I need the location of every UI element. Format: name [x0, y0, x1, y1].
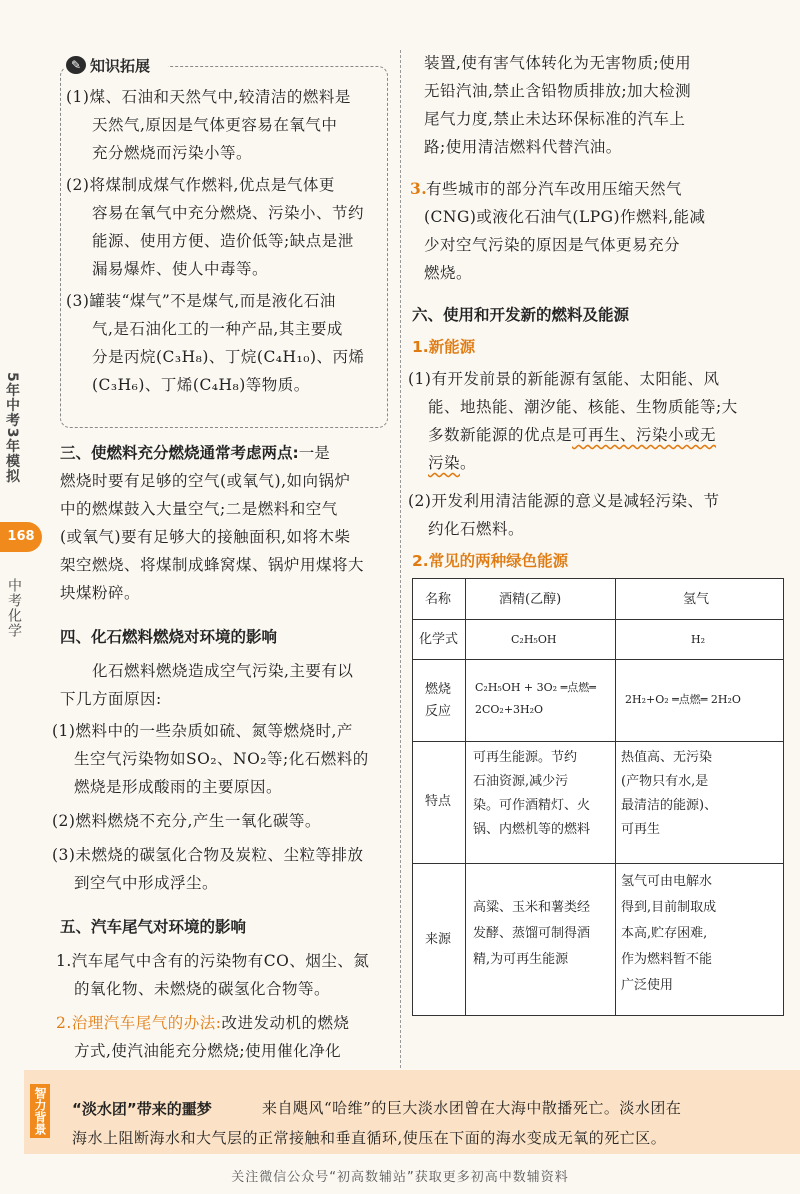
new-energy-line: 能、地热能、潮汐能、核能、生物质能等;大: [428, 398, 738, 416]
new-energy-line: (1)有开发前景的新能源有氢能、太阳能、风: [408, 370, 720, 388]
section-5-line: 1.汽车尾气中含有的污染物有CO、烟尘、氮: [56, 952, 370, 970]
table-rule: [413, 659, 783, 660]
section-5-title: 五、汽车尾气对环境的影响: [60, 918, 247, 936]
green-energy-title: 2.常见的两种绿色能源: [412, 552, 569, 570]
section-4-line: (1)燃料中的一些杂质如硫、氮等燃烧时,产: [52, 722, 353, 740]
section-4-title: 四、化石燃料燃烧对环境的影响: [60, 628, 278, 646]
kbox-line: 能源、使用方便、造价低等;缺点是泄: [92, 232, 354, 250]
section-4-line: (3)未燃烧的碳氢化合物及炭粒、尘粒等排放: [52, 846, 364, 864]
section-3-line: 架空燃烧、将煤制成蜂窝煤、锅炉用煤将大: [60, 556, 365, 574]
band-text: 来自飓风“哈维”的巨大淡水团曾在大海中散播死亡。淡水团在: [262, 1099, 682, 1117]
table-rule: [413, 741, 783, 742]
table-cell: (产物只有水,是: [621, 774, 709, 789]
section-4-line: 化石燃料燃烧造成空气污染,主要有以: [92, 662, 354, 680]
table-cell: 发酵、蒸馏可制得酒: [473, 926, 591, 941]
band-text: 海水上阻断海水和大气层的正常接触和垂直循环,使压在下面的海水变成无氧的死亡区。: [72, 1129, 667, 1147]
section-6-title: 六、使用和开发新的燃料及能源: [412, 306, 630, 324]
table-cell: 精,为可再生能源: [473, 952, 569, 967]
table-cell: H₂: [691, 633, 706, 646]
green-energy-table: [412, 578, 784, 1016]
new-energy-line: 污染。: [428, 454, 477, 472]
new-energy-line: (2)开发利用清洁能源的意义是减轻污染、节: [408, 492, 720, 510]
right-cont-line: 装置,使有害气体转化为无害物质;使用: [424, 54, 692, 72]
right-cont-line: 路;使用清洁燃料代替汽油。: [424, 138, 622, 156]
series-label: 5年中考3年模拟: [4, 372, 20, 484]
table-cell: 高粱、玉米和薯类经: [473, 900, 591, 915]
table-row-label: 特点: [425, 794, 452, 809]
band-tag: 智力背景: [30, 1084, 50, 1138]
footer-note: 关注微信公众号“初高数辅站”获取更多初高中数辅资料: [231, 1170, 569, 1185]
table-cell: 2H₂+O₂ ═点燃═ 2H₂O: [625, 693, 741, 706]
item-3-number: 3.: [410, 179, 428, 198]
table-cell: 得到,目前制取成: [621, 900, 717, 915]
table-header: 酒精(乙醇): [499, 592, 562, 607]
table-cell: 染。可作酒精灯、火: [473, 798, 591, 813]
item-3-line: 少对空气污染的原因是气体更易充分: [424, 236, 681, 254]
section-4-line: 下几方面原因:: [60, 690, 162, 708]
section-5-line: 方式,使汽油能充分燃烧;使用催化净化: [74, 1042, 342, 1060]
kbox-line: (C₃H₆)、丁烯(C₄H₈)等物质。: [92, 376, 310, 394]
kbox-line: (2)将煤制成煤气作燃料,优点是气体更: [66, 176, 335, 194]
section-4-line: 燃烧是形成酸雨的主要原因。: [74, 778, 283, 796]
new-energy-line: 约化石燃料。: [428, 520, 525, 538]
table-cell: 石油资源,减少污: [473, 774, 569, 789]
kbox-line: (1)煤、石油和天然气中,较清洁的燃料是: [66, 88, 351, 106]
section-5-line: 的氧化物、未燃烧的碳氢化合物等。: [74, 980, 331, 998]
section-3-line: 燃烧时要有足够的空气(或氧气),如向锅炉: [60, 472, 351, 490]
pencil-icon: ✎: [66, 56, 86, 74]
item-3-line: 燃烧。: [424, 264, 473, 282]
table-cell: 广泛使用: [621, 978, 674, 993]
table-cell: C₂H₅OH: [511, 633, 557, 646]
kbox-line: 天然气,原因是气体更容易在氧气中: [92, 116, 338, 134]
table-rule: [413, 863, 783, 864]
section-3-line: 中的燃煤鼓入大量空气;二是燃料和空气: [60, 500, 338, 518]
table-header: 氢气: [683, 592, 710, 607]
column-divider: [400, 50, 401, 1068]
knowledge-box-title: 知识拓展: [90, 57, 151, 75]
section-5-item-2: 2.治理汽车尾气的办法:改进发动机的燃烧: [56, 1014, 350, 1032]
table-row-label: 化学式: [419, 632, 459, 647]
section-4-line: (2)燃料燃烧不充分,产生一氧化碳等。: [52, 812, 321, 830]
table-cell: 最清洁的能源)、: [621, 798, 718, 813]
table-rule: [615, 579, 616, 1015]
table-cell: C₂H₅OH + 3O₂ ═点燃═: [475, 681, 596, 694]
table-cell: 可再生: [621, 822, 661, 837]
table-cell: 锅、内燃机等的燃料: [473, 822, 591, 837]
table-row-label: 燃烧反应: [425, 682, 452, 719]
table-header: 名称: [425, 592, 452, 607]
table-cell: 热值高、无污染: [621, 750, 713, 765]
section-3-title: 三、使燃料充分燃烧通常考虑两点:一是: [60, 444, 330, 462]
table-rule: [465, 579, 466, 1015]
right-cont-line: 无铅汽油,禁止含铅物质排放;加大检测: [424, 82, 692, 100]
item-3-line: (CNG)或液化石油气(LPG)作燃料,能减: [424, 208, 706, 226]
table-cell: 本高,贮存困难,: [621, 926, 708, 941]
table-cell: 作为燃料暂不能: [621, 952, 713, 967]
table-cell: 可再生能源。节约: [473, 750, 578, 765]
section-3-line: (或氧气)要有足够大的接触面积,如将木柴: [60, 528, 351, 546]
section-3-line: 块煤粉碎。: [60, 584, 141, 602]
kbox-line: 分是丙烷(C₃H₈)、丁烷(C₄H₁₀)、丙烯: [92, 348, 365, 366]
new-energy-title: 1.新能源: [412, 338, 476, 356]
item-3-line: 有些城市的部分汽车改用压缩天然气: [426, 180, 683, 198]
kbox-line: 漏易爆炸、使人中毒等。: [92, 260, 269, 278]
table-rule: [413, 619, 783, 620]
kbox-line: (3)罐装“煤气”不是煤气,而是液化石油: [66, 292, 336, 310]
kbox-line: 气,是石油化工的一种产品,其主要成: [92, 320, 343, 338]
subject-label: 中考化学: [6, 578, 22, 638]
page-number: 168: [0, 522, 42, 552]
kbox-line: 容易在氧气中充分燃烧、污染小、节约: [92, 204, 365, 222]
right-cont-line: 尾气力度,禁止未达环保标准的汽车上: [424, 110, 686, 128]
table-cell: 2CO₂+3H₂O: [475, 703, 544, 716]
table-row-label: 来源: [425, 932, 452, 947]
new-energy-line: 多数新能源的优点是可再生、污染小或无: [428, 426, 717, 444]
band-title: “淡水团”带来的噩梦: [72, 1100, 212, 1118]
table-cell: 氢气可由电解水: [621, 874, 713, 889]
kbox-line: 充分燃烧而污染小等。: [92, 144, 253, 162]
section-4-line: 生空气污染物如SO₂、NO₂等;化石燃料的: [74, 750, 369, 768]
section-4-line: 到空气中形成浮尘。: [74, 874, 219, 892]
